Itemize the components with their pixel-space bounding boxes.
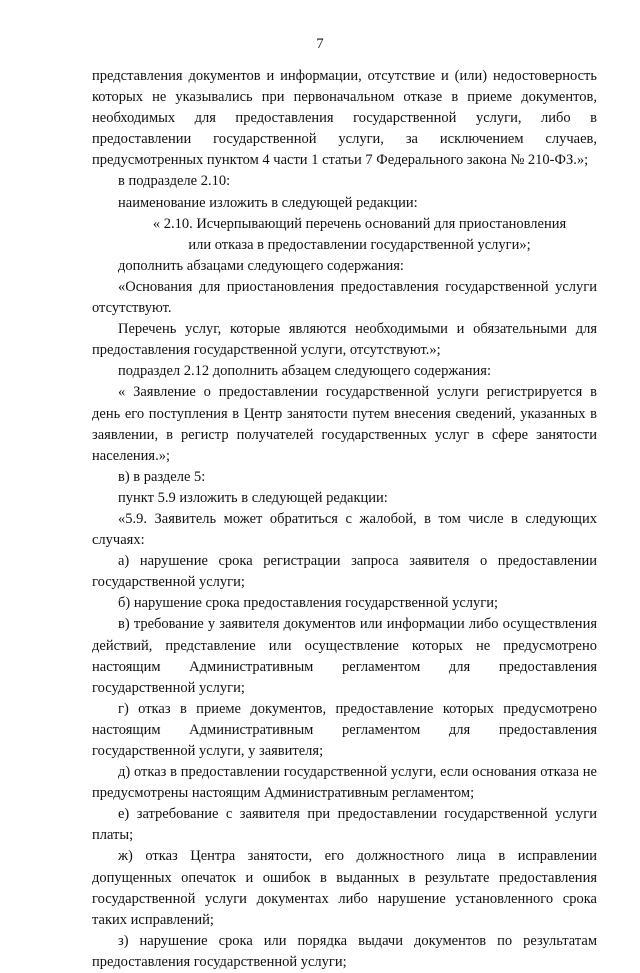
list-item: д) отказ в предоставлении государственной услуги, если основания отказа не предусмотрены настоящим Административным регламентом; <box>92 764 597 802</box>
paragraph: « Заявление о предоставлении государственной услуги регистрируется в день его поступления в Центр занятости путем внесения сведений, указанных в заявлении, в регистр получателей государственных услуг в сфере занятости населения.»; <box>92 384 597 464</box>
page-number: 7 <box>316 36 324 52</box>
paragraph: дополнить абзацами следующего содержания: <box>118 257 404 274</box>
paragraph: Перечень услуг, которые являются необходимыми и обязательными для предоставления государственной услуги, отсутствуют.»; <box>92 321 597 359</box>
list-item: б) нарушение срока предоставления государственной услуги; <box>118 595 498 612</box>
document-body <box>92 66 597 973</box>
list-item: г) отказ в приеме документов, предоставление которых предусмотрено настоящим Административным регламентом для предоставления государственной услуги, у заявителя; <box>92 700 597 759</box>
list-item: з) нарушение срока или порядка выдачи документов по результатам предоставления государственной услуги; <box>92 932 597 970</box>
list-item: ж) отказ Центра занятости, его должностного лица в исправлении допущенных опечаток и ошибок в выданных в результате предоставления государственной услуги документах либо нарушение установленного срока таких исправлений; <box>92 848 597 928</box>
paragraph: «Основания для приостановления предоставления государственной услуги отсутствуют. <box>92 278 597 317</box>
paragraph: «5.9. Заявитель может обратиться с жалобой, в том числе в следующих случаях: <box>92 510 597 549</box>
paragraph: в подразделе 2.10: <box>118 173 231 190</box>
list-item: в) требование у заявителя документов или информации либо осуществления действий, представление или осуществление которых не предусмотрено настоящим Административным регламентом для предоставления государственной услуги; <box>92 616 597 696</box>
list-item: е) затребование с заявителя при предоставлении государственной услуги платы; <box>92 806 597 844</box>
paragraph: пункт 5.9 изложить в следующей редакции: <box>118 489 388 506</box>
list-item: а) нарушение срока регистрации запроса заявителя о предоставлении государственной услуги; <box>92 553 597 591</box>
paragraph: в) в разделе 5: <box>118 468 206 485</box>
paragraph: наименование изложить в следующей редакции: <box>118 194 418 211</box>
section-heading: « 2.10. Исчерпывающий перечень оснований для приостановления или отказа в предоставлении государственной услуги»; <box>152 215 567 253</box>
paragraph: подраздел 2.12 дополнить абзацем следующего содержания: <box>118 363 491 380</box>
paragraph: представления документов и информации, отсутствие и (или) недостоверность которых не указывались при первоначальном отказе в приеме документов, необходимых для предоставления государственной услуги, либо в предоставлении государственной услуги, за исключением случаев, предусмотренных пунктом 4 части 1 статьи 7 Федерального закона № 210-ФЗ.»; <box>92 68 597 169</box>
